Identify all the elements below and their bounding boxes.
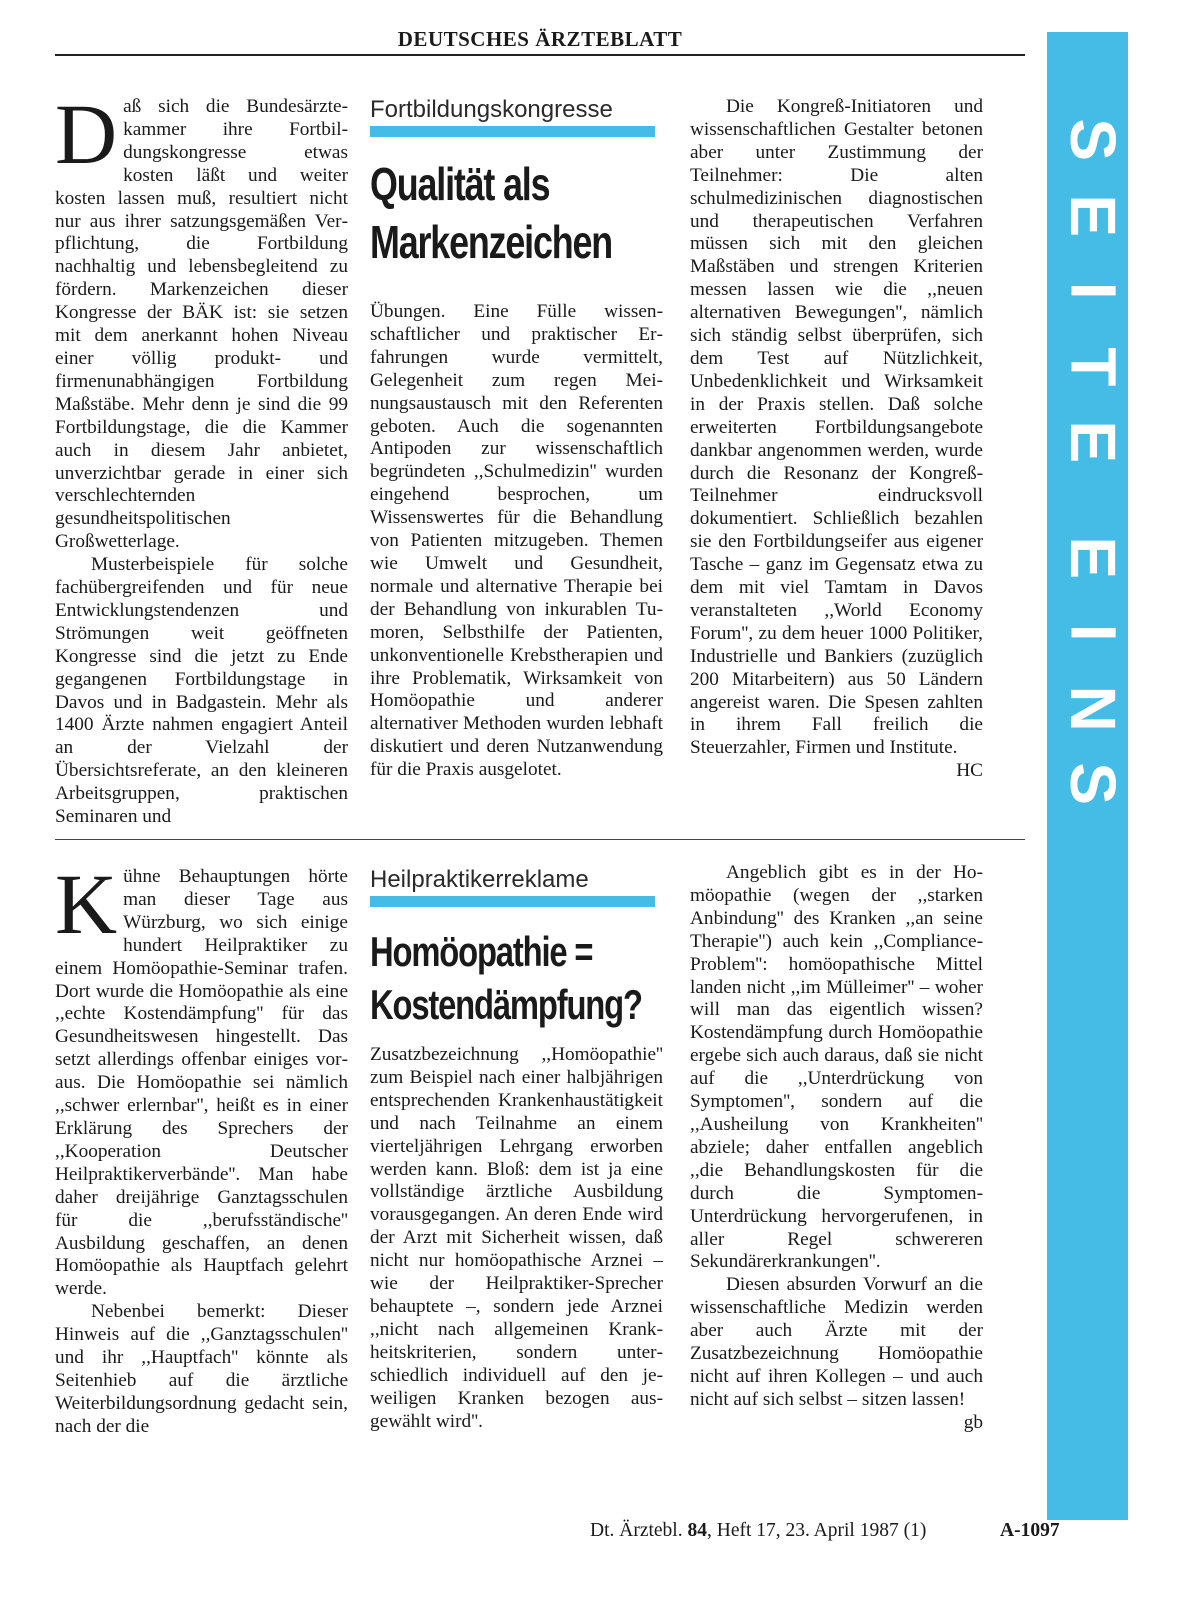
dropcap: D [55, 86, 118, 182]
sidebar-letter: I [1057, 281, 1130, 300]
headline-line: Markenzeichen [370, 216, 613, 268]
article1-col2-p1: Übungen. Eine Fülle wissenschaftlicher und praktischer Erfahrungen wurde vermittelt, Gelegenheit zum regen Meinungsaustausch mit den Referenten geboten. Auch die sogenannten Antipoden zur wissenschaftlich begründeten ,,Schulmedizin'' wurden eingehend besprochen, um Wissenswertes für die Behandlung von Patienten mitzugeben. Themen wie Umwelt und Gesundheit, normale und alternative Therapie bei der Behandlung von inkurablen Tumoren, Selbsthilfe der Patienten, unkonventionelle Krebstherapien und ihre Problematik, Wirksamkeit von Homöopathie und anderer alternativer Methoden wurden lebhaft diskutiert und deren Nutzanwendung für die Praxis ausgelotet. [370, 301, 663, 781]
article1-col2 [370, 301, 663, 782]
article1-col1 [55, 86, 348, 829]
citation-suffix: , Heft 17, 23. April 1987 (1) [706, 1520, 927, 1541]
citation-prefix: Dt. Ärztebl. [590, 1520, 683, 1541]
article1-col3-p1: Die Kongreß-Initiatoren und wissenschaftlichen Gestalter betonen aber unter Zustimmung der Teilnehmer: Die alten schulmedizinischen diagnostischen und therapeutischen Verfahren müssen sich mit den gleichen Maßstäben und strengen Kriterien messen lassen wie die ,,neuen alternativen Bewegungen'', nämlich sich ständig selbst überprüfen, sich dem Test auf Nützlichkeit, Unbedenklichkeit und Wirksamkeit in der Praxis stellen. Daß solche erweiterten Fortbildungsangebote dankbar angenommen werden, wurde durch die Resonanz der Kongreß-Teilnehmer eindrucksvoll dokumentiert. Schließlich bezahlen sie den Fortbildungseifer aus eigener Tasche – ganz im Gegensatz etwa zu dem mit viel Tamtam in Davos veranstalteten ,,World Economy Forum'', zu dem heuer 1000 Politiker, Industrielle und Bankiers (zuzüglich 200 Mitarbeitern) aus 50 Ländern angereist waren. Die Spesen zahlten in ihrem Fall freilich die Steuerzahler, Firmen und Institute. [690, 96, 983, 759]
article-divider [55, 839, 1025, 840]
sidebar-letter: E [1057, 420, 1130, 464]
article1-heading [370, 96, 655, 271]
sidebar-letter: E [1057, 535, 1130, 579]
dropcap: K [55, 856, 118, 952]
headline-line: Kostendämpfung? [370, 981, 642, 1028]
seite-eins-banner [1047, 32, 1128, 1520]
rubric-bar [370, 896, 655, 907]
citation-volume: 84 [687, 1520, 707, 1541]
sidebar-letter: S [1057, 762, 1130, 806]
signature: gb [963, 1411, 983, 1433]
citation [590, 1516, 926, 1546]
headline-line: Qualität als [370, 158, 550, 210]
article2-col3-p1: Angeblich gibt es in der Homöopathie (wegen der ,,starken Anbindung'' des Kranken ,,an seine Therapie'') auch kein ,,Compliance-Problem'': homöopathische Mittel landen nicht ,,im Mülleimer'' – woher will man das eigentlich wissen? Kostendämpfung durch Homöopathie ergebe sich auch daraus, daß sie nicht auf die ,,Unterdrückung von Symptomen'', sondern auf die ,,Ausheilung von Krankheiten'' abziele; daher entfallen angeblich ,,die Behandlungskosten für die durch die Symptomen-Unterdrückung hervorgerufenen, in aller Regel schwereren Sekundärerkrankungen''. [690, 862, 983, 1273]
article1-col1-p2: Musterbeispiele für solche fachübergreifenden und für neue Entwicklungstendenzen und Strömungen weit geöffneten Kongresse sind die jetzt zu Ende gegangenen Fortbildungstage in Davos und in Badgastein. Mehr als 1400 Ärzte nahmen engagiert Anteil an der Vielzahl der Übersichtsreferate, an den kleineren Arbeitsgruppen, praktischen Seminaren und [55, 554, 348, 828]
sidebar-letter: N [1057, 685, 1130, 732]
article2-col1-p2: Nebenbei bemerkt: Dieser Hinweis auf die ,,Ganztagsschulen'' und ihr ,,Hauptfach'' könnte als Seitenhieb auf die ärztliche Weiterbildungsordnung gedacht sein, nach der die [55, 1301, 348, 1437]
page-number: A-1097 [1000, 1520, 1060, 1541]
seite-eins-lettering [1047, 102, 1128, 822]
masthead: DEUTSCHES ÄRZTEBLATT [55, 28, 1025, 56]
article2-col3-p2: Diesen absurden Vorwurf an die wissenschaftliche Medizin werden aber auch Ärzte mit der Zusatzbezeichnung Homöopathie nicht auf ihren Kollegen – und auch nicht auf sich selbst – sitzen lassen! [690, 1274, 983, 1410]
article1-col3 [690, 96, 983, 783]
article1-rubric: Fortbildungskongresse [370, 96, 613, 123]
article2-col2-p1: Zusatzbezeichnung ,,Homöopathie'' zum Beispiel nach einer halbjährigen entsprechenden Krankenhaustätigkeit und nach Teilnahme an einem vierteljährigen Lehrgang erworben werden kann. Bloß: dem ist ja eine vollständige ärztliche Ausbildung vorausgegangen. An deren Ende wird der Arzt mit Sicherheit wissen, daß nicht nur homöopathische Arznei – wie der Heilpraktiker-Sprecher behauptete –, sondern jede Arznei ,,nicht nach allgemeinen Krankheitskriterien, sondern unterschiedlich individuell auf den jeweiligen Kranken bezogen ausgewählt wird''. [370, 1044, 663, 1432]
sidebar-letter: S [1057, 118, 1130, 162]
article1-col1-p1: aß sich die Bundesärztekammer ihre Fortbildungskongresse etwas kosten läßt und weiter kosten lassen muß, resultiert nicht nur aus ihrer satzungsgemäßen Verpflichtung, die Fortbildung nachhaltig und lebensbegleitend zu fördern. Markenzeichen dieser Kongresse der BÄK ist: sie setzen mit dem anerkannt hohen Niveau einer völlig produkt- und firmenunabhängigen Fortbildung Maßstäbe. Mehr denn je sind die 99 Fortbildungstage, die die Kammer auch in diesem Jahr anbietet, unverzichtbar gerade in einer sich verschlechternden gesundheitspolitischen Großwetterlage. [55, 96, 348, 553]
sidebar-letter: I [1057, 623, 1130, 642]
sidebar-letter: E [1057, 193, 1130, 237]
headline-line: Homöopathie = [370, 928, 593, 975]
rubric-bar [370, 126, 655, 137]
article2-col3 [690, 862, 983, 1435]
article2-rubric: Heilpraktikerreklame [370, 866, 589, 893]
article2-col2 [370, 1044, 663, 1433]
signature: HC [956, 760, 983, 782]
sidebar-letter: T [1057, 346, 1130, 386]
article2-col1 [55, 856, 348, 1439]
article2-col1-p1: ühne Behauptungen hörte man dieser Tage aus Würzburg, wo sich einige hundert Heilpraktiker zu einem Homöopathie-Seminar trafen. Dort wurde die Homöopathie als eine ,,echte Kostendämpfung'' für das Gesundheitswesen hingestellt. Das setzt allerdings offenbar einiges voraus. Die Homöopathie sei nämlich ,,schwer erlernbar'', heißt es in einer Erklärung des Sprechers der ,,Kooperation Deutscher Heilpraktikerverbände''. Man habe daher dreijährige Ganztagsschulen für die ,,berufsständische'' Ausbildung geschaffen, an denen Homöopathie als Hauptfach gelehrt werde. [55, 866, 348, 1300]
article1-headline [370, 155, 613, 271]
article2-headline [370, 925, 642, 1031]
article2-heading [370, 866, 655, 1031]
